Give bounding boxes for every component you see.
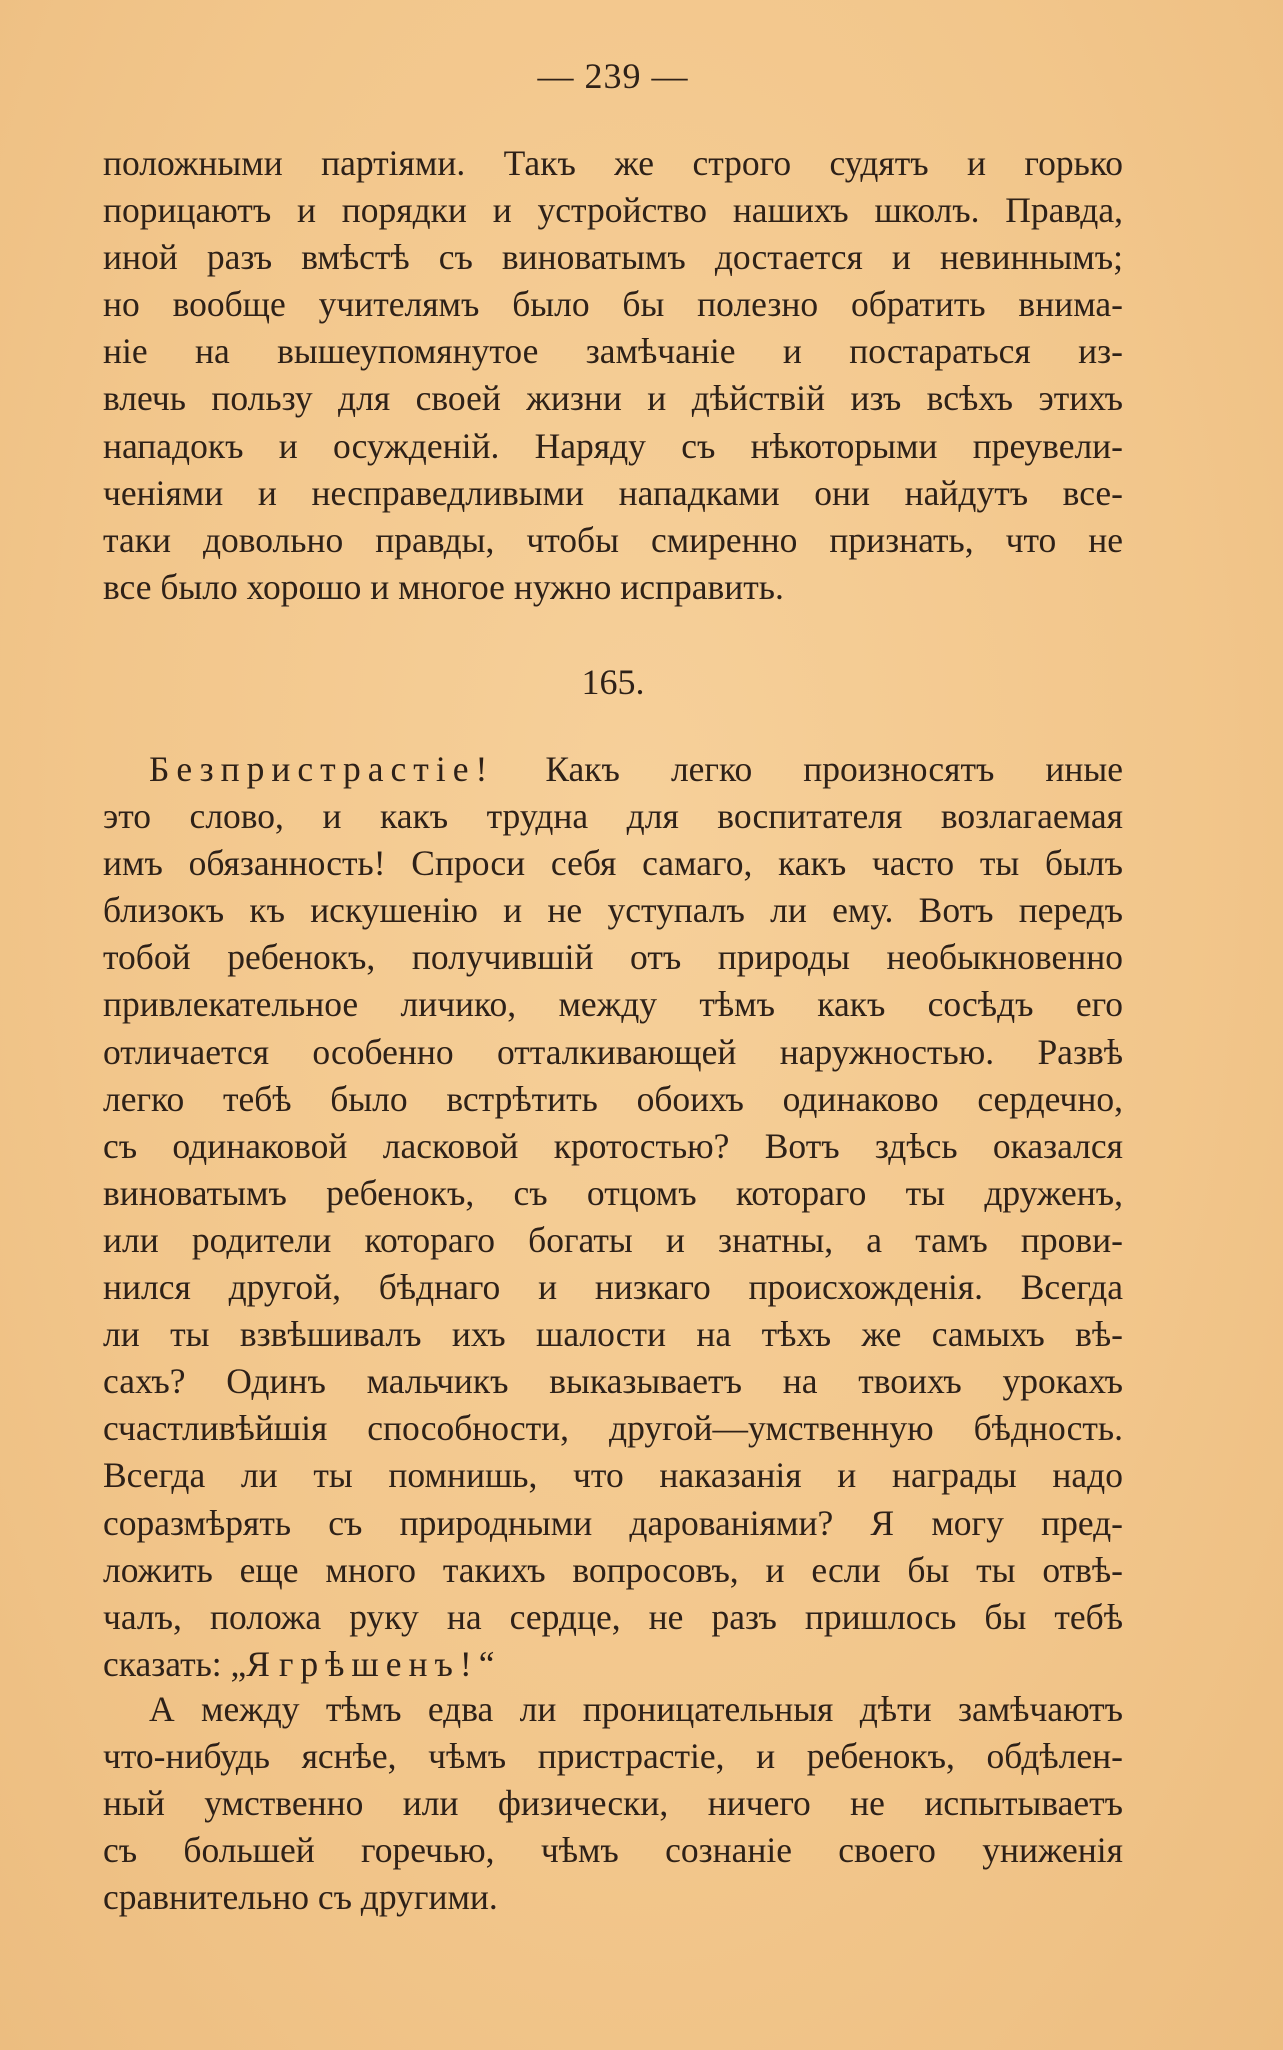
text-line: съ одинаковой ласковой кротостью? Вотъ здѣсь оказался xyxy=(103,1125,1123,1166)
paragraph-2 xyxy=(103,746,1123,1688)
text-line: таки довольно правды, чтобы смиренно признать, что не xyxy=(103,519,1123,560)
paragraph-3 xyxy=(103,1686,1123,1921)
text-line: иной разъ вмѣстѣ съ виноватымъ достается и невиннымъ; xyxy=(103,237,1123,278)
emphasized-word: Безпристрастіе! xyxy=(149,749,495,789)
text-line: или родители котораго богаты и знатны, а тамъ прови- xyxy=(103,1219,1123,1260)
text-line: сравнительно съ другими. xyxy=(103,1877,498,1918)
text-line: нападокъ и осужденій. Наряду съ нѣкоторыми преувели- xyxy=(103,425,1123,466)
section-number: 165. xyxy=(581,662,645,702)
text-line: что-нибудь яснѣе, чѣмъ пристрастіе, и ребенокъ, обдѣлен- xyxy=(103,1736,1123,1777)
text-line: все было хорошо и многое нужно исправить. xyxy=(103,566,784,607)
text-line: съ большей горечью, чѣмъ сознаніе своего униженія xyxy=(103,1830,1123,1871)
text-line: виноватымъ ребенокъ, съ отцомъ котораго ты друженъ, xyxy=(103,1172,1123,1213)
text-fragment: Какъ легко произносятъ иные xyxy=(545,749,1124,789)
text-line: нился другой, бѣднаго и низкаго происхожденія. Всегда xyxy=(103,1267,1123,1308)
text-line: отличается особенно отталкивающей наружностью. Развѣ xyxy=(103,1031,1123,1072)
text-line: ченіями и несправедливыми нападками они найдутъ все- xyxy=(103,472,1123,513)
text-line: ложить еще много такихъ вопросовъ, и если бы ты отвѣ- xyxy=(103,1549,1123,1590)
text-line: сахъ? Одинъ мальчикъ выказываетъ на твоихъ урокахъ xyxy=(103,1361,1123,1402)
text-line: близокъ къ искушенію и не уступалъ ли ему. Вотъ передъ xyxy=(103,890,1123,931)
paragraph-1 xyxy=(103,140,1123,611)
page-number: — 239 — xyxy=(537,56,689,96)
text-line: Всегда ли ты помнишь, что наказанія и награды надо xyxy=(103,1455,1123,1496)
text-line: ный умственно или физически, ничего не испытываетъ xyxy=(103,1783,1123,1824)
text-line: привлекательное личико, между тѣмъ какъ сосѣдъ его xyxy=(103,984,1123,1025)
text-line: это слово, и какъ трудна для воспитателя возлагаемая xyxy=(103,796,1123,837)
text-line: порицаютъ и порядки и устройство нашихъ школъ. Правда, xyxy=(103,190,1123,231)
text-line: счастливѣйшія способности, другой—умственную бѣдность. xyxy=(103,1408,1123,1449)
text-line: но вообще учителямъ было бы полезно обратить внима- xyxy=(103,284,1123,325)
text-line: имъ обязанность! Спроси себя самаго, какъ часто ты былъ xyxy=(103,843,1123,884)
text-line: положными партіями. Такъ же строго судятъ и горько xyxy=(103,143,1123,183)
text-line: чалъ, положа руку на сердце, не разъ пришлось бы тебѣ xyxy=(103,1596,1123,1637)
text-line: А между тѣмъ едва ли проницательныя дѣти замѣчаютъ xyxy=(149,1689,1123,1729)
text-line-last xyxy=(103,1641,1123,1688)
text-line: соразмѣрять съ природными дарованіями? Я могу пред- xyxy=(103,1502,1123,1543)
closing-quote: “ xyxy=(478,1643,495,1684)
text-line: ли ты взвѣшивалъ ихъ шалости на тѣхъ же самыхъ вѣ- xyxy=(103,1314,1123,1355)
text-line: влечь пользу для своей жизни и дѣйствій изъ всѣхъ этихъ xyxy=(103,378,1123,419)
text-line: легко тебѣ было встрѣтить обоихъ одинаково сердечно, xyxy=(103,1078,1123,1119)
text-line: ніе на вышеупомянутое замѣчаніе и постараться из- xyxy=(103,331,1123,372)
text-line-first xyxy=(103,746,1123,793)
emphasized-word: грѣшенъ! xyxy=(278,1643,479,1684)
text-line: тобой ребенокъ, получившій отъ природы необыкновенно xyxy=(103,937,1123,978)
text-fragment: сказать: „Я xyxy=(103,1643,270,1684)
